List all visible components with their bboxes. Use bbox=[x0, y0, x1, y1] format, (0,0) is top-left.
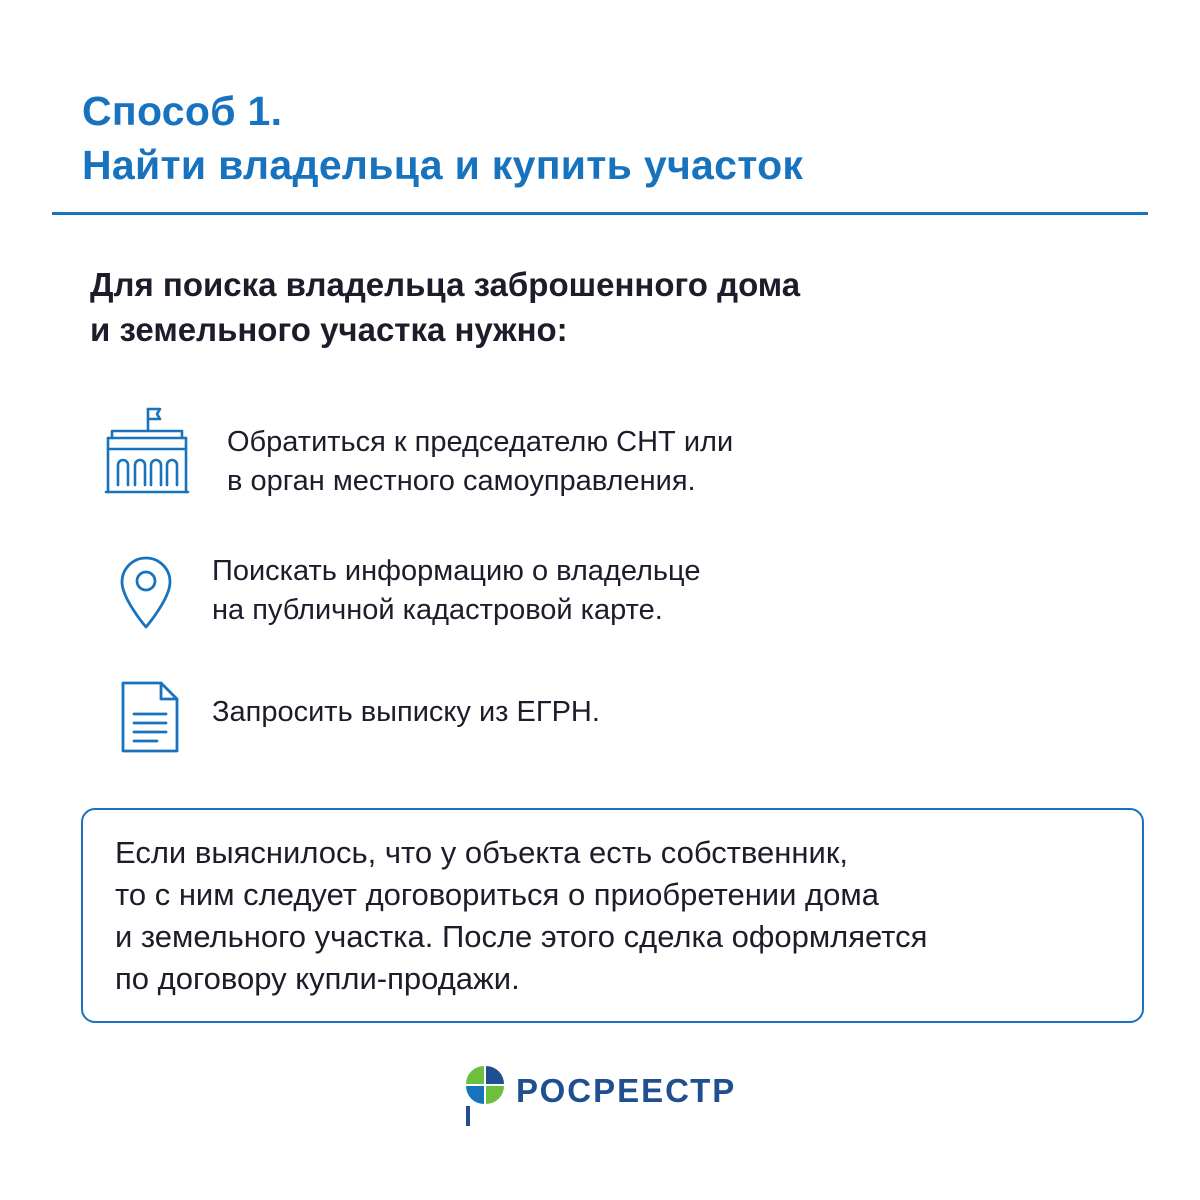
page-title bbox=[82, 84, 803, 192]
note-text bbox=[115, 832, 927, 1000]
note-box bbox=[81, 808, 1144, 1023]
step-text bbox=[227, 423, 733, 501]
title-divider bbox=[52, 212, 1148, 215]
step-line-1: Поискать информацию о владельце bbox=[212, 555, 701, 587]
rosreestr-logo bbox=[462, 1062, 752, 1128]
intro-line-1: Для поиска владельца заброшенного дома bbox=[90, 266, 801, 303]
note-line-4: по договору купли-продажи. bbox=[115, 961, 520, 996]
rosreestr-emblem-icon bbox=[462, 1062, 508, 1133]
note-line-1: Если выяснилось, что у объекта есть собственник, bbox=[115, 835, 849, 870]
intro-heading bbox=[90, 262, 800, 352]
title-line-2: Найти владельца и купить участок bbox=[82, 142, 804, 188]
map-pin-icon bbox=[118, 555, 174, 636]
government-building-icon bbox=[104, 405, 190, 500]
title-line-1: Способ 1. bbox=[82, 88, 283, 134]
step-line-2: в орган местного самоуправления. bbox=[227, 465, 696, 497]
note-line-3: и земельного участка. После этого сделка оформляется bbox=[115, 919, 928, 954]
step-line-2: на публичной кадастровой карте. bbox=[212, 594, 663, 626]
note-line-2: то с ним следует договориться о приобретении дома bbox=[115, 877, 879, 912]
step-text bbox=[212, 693, 600, 732]
document-icon bbox=[119, 680, 181, 759]
brand-name: РОСРЕЕСТР bbox=[516, 1072, 737, 1109]
intro-line-2: и земельного участка нужно: bbox=[90, 311, 568, 348]
step-line-1: Обратиться к председателю СНТ или bbox=[227, 426, 734, 458]
step-text bbox=[212, 552, 700, 630]
step-line-1: Запросить выписку из ЕГРН. bbox=[212, 696, 600, 728]
